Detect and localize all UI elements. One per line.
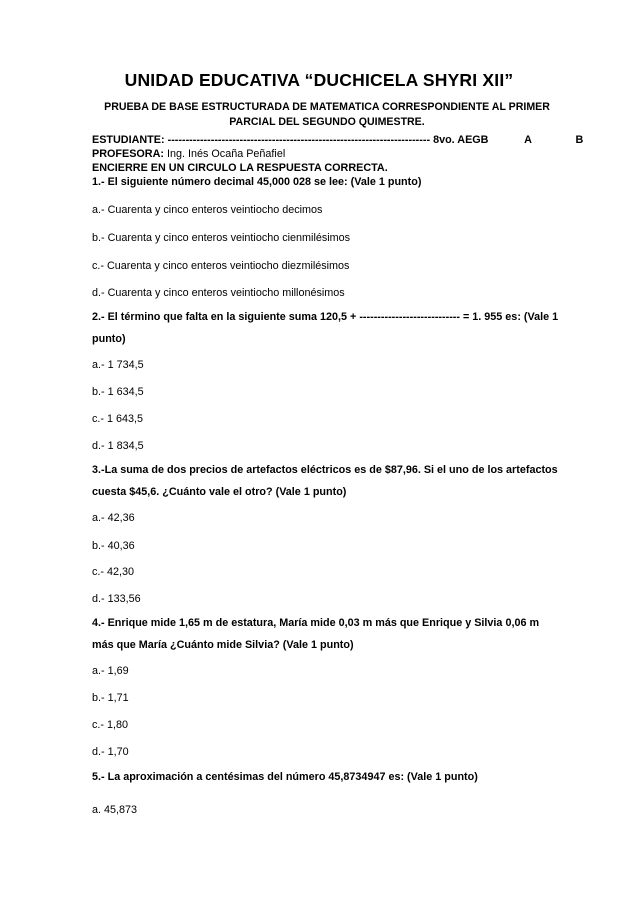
section-b: B bbox=[575, 134, 584, 146]
question-2: 2.- El término que falta en la siguiente suma 120,5 + ---------------------------- = 1. 955 es: (Vale 1 punto) bbox=[92, 311, 559, 345]
section-a: A bbox=[524, 134, 532, 146]
question-1-option-d[interactable]: d.- Cuarenta y cinco enteros veintiocho millonésimos bbox=[92, 287, 345, 299]
question-2-option-c[interactable]: c.- 1 643,5 bbox=[92, 413, 144, 425]
question-4-option-d[interactable]: d.- 1,70 bbox=[92, 746, 129, 758]
question-4: 4.- Enrique mide 1,65 m de estatura, María mide 0,03 m más que Enrique y Silvia 0,06 m más que María ¿Cuánto mide Silvia? (Vale 1 punto) bbox=[92, 617, 540, 651]
teacher-label: PROFESORA: bbox=[92, 148, 164, 160]
question-1: 1.- El siguiente número decimal 45,000 028 se lee: (Vale 1 punto) bbox=[92, 176, 422, 188]
question-3-option-a[interactable]: a.- 42,36 bbox=[92, 512, 135, 524]
question-3: 3.-La suma de dos precios de artefactos eléctricos es de $87,96. Si el uno de los artefactos cuesta $45,6. ¿Cuánto vale el otro? (Vale 1 punto) bbox=[92, 464, 558, 498]
question-1-option-a[interactable]: a.- Cuarenta y cinco enteros veintiocho decimos bbox=[92, 204, 323, 216]
student-line bbox=[92, 133, 583, 148]
question-5: 5.- La aproximación a centésimas del número 45,8734947 es: (Vale 1 punto) bbox=[92, 771, 478, 783]
question-2-option-a[interactable]: a.- 1 734,5 bbox=[92, 359, 144, 371]
question-3-option-c[interactable]: c.- 42,30 bbox=[92, 566, 135, 578]
question-1-option-c[interactable]: c.- Cuarenta y cinco enteros veintiocho diezmilésimos bbox=[92, 260, 350, 272]
instruction: ENCIERRE EN UN CIRCULO LA RESPUESTA CORRECTA. bbox=[92, 162, 388, 174]
student-label: ESTUDIANTE: bbox=[92, 134, 165, 146]
question-3-option-d[interactable]: d.- 133,56 bbox=[92, 593, 141, 605]
question-3-option-b[interactable]: b.- 40,36 bbox=[92, 540, 135, 552]
course-label: 8vo. AEGB bbox=[433, 134, 489, 146]
teacher-name: Ing. Inés Ocaña Peñafiel bbox=[166, 148, 286, 160]
question-2-option-b[interactable]: b.- 1 634,5 bbox=[92, 386, 144, 398]
question-4-option-a[interactable]: a.- 1,69 bbox=[92, 665, 129, 677]
question-4-option-c[interactable]: c.- 1,80 bbox=[92, 719, 129, 731]
question-2-option-d[interactable]: d.- 1 834,5 bbox=[92, 440, 144, 452]
question-5-option-a[interactable]: a. 45,873 bbox=[92, 804, 138, 816]
question-1-option-b[interactable]: b.- Cuarenta y cinco enteros veintiocho cienmilésimos bbox=[92, 232, 351, 244]
question-4-option-b[interactable]: b.- 1,71 bbox=[92, 692, 129, 704]
teacher-line bbox=[92, 147, 285, 162]
school-title: UNIDAD EDUCATIVA “DUCHICELA SHYRI XII” bbox=[124, 70, 514, 90]
exam-title: PRUEBA DE BASE ESTRUCTURADA DE MATEMATICA CORRESPONDIENTE AL PRIMER PARCIAL DEL SEGUNDO QUIMESTRE. bbox=[104, 101, 550, 128]
student-name-blank: ------------------------------------------------------------------------- bbox=[167, 134, 431, 146]
